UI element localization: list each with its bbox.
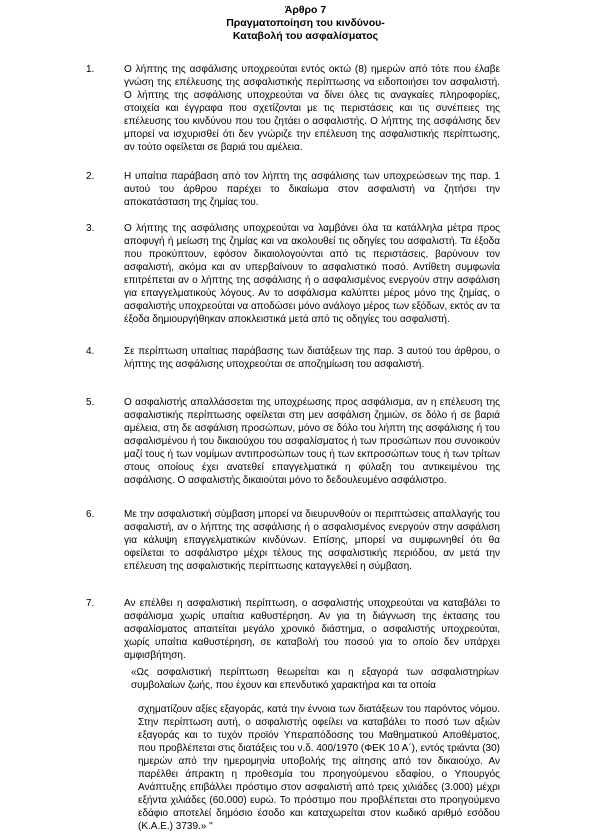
article-heading: Άρθρο 7: [284, 4, 327, 16]
paragraph-text: Αν επέλθει η ασφαλιστική περίπτωση, ο ασφαλιστής υποχρεούται να καταβάλει το ασφάλισμα χωρίς υπαίτια καθυστέρηση. Αν για τη διάγνωση της έκτασης του ασφαλίσματος απαιτείται μεγάλο χρονικό διάστημα, ο ασφαλιστής υποχρεούται, χωρίς υπαίτια καθυστέρηση, σε καταβολή του ποσού για το οποίο δεν υπάρχει αμφισβήτηση.: [124, 598, 500, 661]
paragraph-text: Με την ασφαλιστική σύμβαση μπορεί να διευρυνθούν οι περιπτώσεις απαλλαγής του ασφαλιστή, αν ο λήπτης της ασφάλισης ή ο ασφαλισμένος ενεργούν στην ασφάλιση για κάλυψη επαγγελματικών κινδύνων. Επίσης, μπορεί να συμφωνηθεί ότι θα οφείλεται το ασφάλιστρο μέχρι τέλους της ασφαλιστικής περιόδου, αν μετά την επέλευση της ασφαλιστικής περίπτωσης καταγγελθεί η σύμβαση.: [124, 509, 500, 572]
paragraph-text: Ο λήπτης της ασφάλισης υποχρεούται να λαμβάνει όλα τα κατάλληλα μέτρα προς αποφυγή ή μείωση της ζημίας και να ακολουθεί τις οδηγίες του ασφαλιστή. Τα έξοδα που προκύπτουν, εφόσον δικαιολογούνται από τις περιστάσεις, βαρύνουν τον ασφαλιστή, ακόμα και αν υπερβαίνουν το ασφαλιστικό ποσό. Αντίθετη συμφωνία επιτρέπεται αν ο λήπτης της ασφάλισης ή ο ασφαλισμένος ενεργούν στην ασφάλιση για επαγγελματικούς λόγους. Αν το ασφάλισμα καλύπτει μέρος μόνο της ζημίας, ο ασφαλιστής υποχρεούται να αποδώσει μόνο ανάλογο μέρος των εξόδων, εκτός αν τα έξοδα δημιουργήθηκαν αποκλειστικά μετά από τις οδηγίες του ασφαλιστή.: [124, 223, 500, 325]
paragraph-text: Σε περίπτωση υπαίτιας παράβασης των διατάξεων της παρ. 3 αυτού του άρθρου, ο λήπτης της ασφάλισης υποχρεούται σε αποζημίωση του ασφαλιστή.: [124, 346, 500, 370]
paragraph-number: 5.: [86, 397, 95, 408]
paragraph-text: Ο λήπτης της ασφάλισης υποχρεούται εντός οκτώ (8) ημερών από τότε που έλαβε γνώση της επέλευσης της ασφαλιστικής περίπτωσης να ειδοποιήσει τον ασφαλιστή. Ο λήπτης της ασφάλισης υποχρεούται να δίνει όλες τις αναγκαίες πληροφορίες, στοιχεία και έγγραφα που σχετίζονται με τις περιστάσεις και τις συνέπειες της επέλευσης του κινδύνου που του ζητάει ο ασφαλιστής. Ο λήπτης της ασφάλισης δεν μπορεί να ισχυρισθεί ότι δεν γνώριζε την επέλευση της ασφαλιστικής περίπτωσης, αν τούτο οφείλεται σε βαριά του αμέλεια.: [124, 64, 500, 153]
paragraph-text: Ο ασφαλιστής απαλλάσσεται της υποχρέωσης προς ασφάλισμα, αν η επέλευση της ασφαλιστικής περίπτωσης οφείλεται στη μεν ασφάλιση ζημιών, σε δόλο ή σε βαριά αμέλεια, στη δε ασφάλιση προσώπων, μόνο σε δόλο του λήπτη της ασφάλισης ή του ασφαλισμένου ή του δικαιούχου του ασφαλίσματος ή των προσώπων που συνοικούν μαζί τους ή των νομίμων αντιπροσώπων τους ή των εκπροσώπων τους ή των τρίτων στους οποίους έχει ανατεθεί επαγγελματικά η φύλαξη του αντικειμένου της ασφάλισης. Ο ασφαλιστής δικαιούται μόνο το δεδουλευμένο ασφάλιστρο.: [124, 397, 500, 486]
quoted-amendment-continuation: σχηματίζουν αξίες εξαγοράς, κατά την έννοια των διατάξεων του παρόντος νόμου. Στην περίπτωση αυτή, ο ασφαλιστής οφείλει να καταβάλει το ποσό των αξιών εξαγοράς και το τυχόν προϊόν Υπεραπόδοσης του Μαθηματικού Αποθέματος, που προβλέπεται στις διατάξεις του ν.δ. 400/1970 (ΦΕΚ 10 Α΄), εντός τριάντα (30) ημερών από την ημερομηνία υποβολής της αίτησης από τον δικαιούχο. Αν παρέλθει άπρακτη η προθεσμία του προηγούμενου εδαφίου, ο Υπουργός Ανάπτυξης επιβάλλει πρόστιμο στον ασφαλιστή από τρεις χιλιάδες (3.000) μέχρι εξήντα χιλιάδες (60.000) ευρώ. Το πρόστιμο που προβλέπεται στο προηγούμενο εδάφιο αποτελεί δημόσιο έσοδο και καταχωρείται στον κωδικό αριθμό εσόδου (Κ.Α.Ε.) 3739.» ": [138, 704, 500, 832]
paragraph-number: 2.: [86, 171, 95, 182]
paragraph-number: 1.: [86, 64, 95, 75]
quoted-amendment-start: «Ως ασφαλιστική περίπτωση θεωρείται και η εξαγορά των ασφαλιστηρίων συμβολαίων ζωής, που έχουν και επενδυτικό χαρακτήρα και τα οποία: [131, 667, 499, 691]
paragraph-number: 7.: [86, 598, 95, 609]
paragraph-number: 3.: [86, 223, 95, 234]
article-subheading-1: Πραγματοποίηση του κινδύνου-: [226, 17, 385, 29]
paragraph-text: Η υπαίτια παράβαση από τον λήπτη της ασφάλισης των υποχρεώσεων της παρ. 1 αυτού του άρθρου παρέχει το δικαίωμα στον ασφαλιστή να ζητήσει την αποκατάσταση της ζημίας του.: [124, 171, 500, 208]
paragraph-number: 6.: [86, 509, 95, 520]
article-subheading-2: Καταβολή του ασφαλίσματος: [232, 30, 379, 42]
paragraph-number: 4.: [86, 346, 95, 357]
